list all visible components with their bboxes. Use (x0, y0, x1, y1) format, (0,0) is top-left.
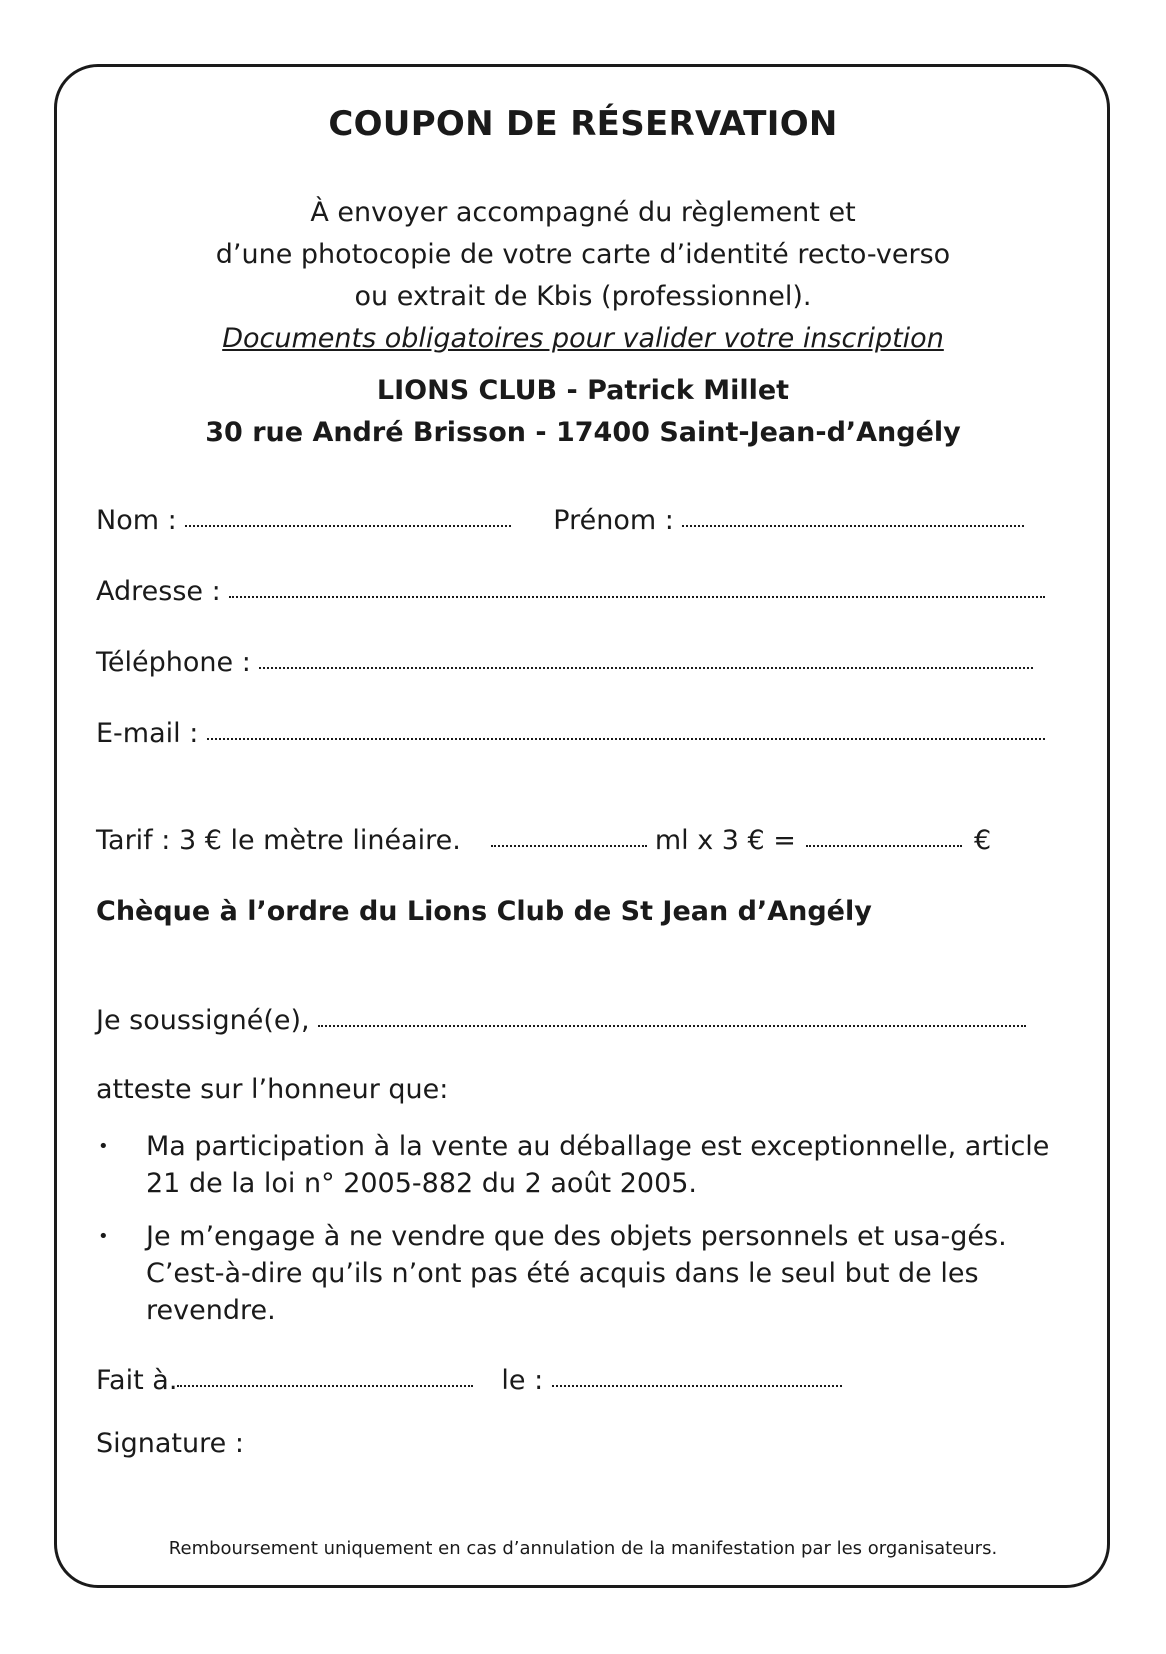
address-row (96, 567, 1060, 607)
date-label: le : (501, 1365, 552, 1396)
email-field[interactable] (207, 738, 1045, 740)
telephone-label: Téléphone : (96, 647, 260, 678)
page-title: COUPON DE RÉSERVATION (328, 104, 838, 144)
instructions-line-3: ou extrait de Kbis (professionnel). (354, 281, 812, 312)
fait-label: Fait à. (96, 1365, 178, 1396)
telephone-field[interactable] (259, 667, 1033, 669)
email-label: E-mail : (96, 718, 207, 749)
instructions-line-1: À envoyer accompagné du règlement et (310, 197, 856, 228)
attestation-list (96, 1128, 1076, 1345)
instructions-line-2: d’une photocopie de votre carte d’identité recto-verso (215, 239, 951, 270)
attestation-text: Je m’engage à ne vendre que des objets personnels et usa-gés. C’est-à-dire qu’ils n’ont pas été acquis dans le seul but de les revendre. (146, 1221, 1007, 1326)
prenom-label: Prénom : (553, 505, 683, 536)
attestation-text: Ma participation à la vente au déballage est exceptionnelle, article 21 de la loi n° 2005-882 du 2 août 2005. (146, 1131, 1050, 1199)
adresse-label: Adresse : (96, 576, 230, 607)
instructions (0, 192, 1166, 360)
attestation-item (96, 1128, 1076, 1202)
metres-field[interactable] (491, 845, 647, 847)
attestation-intro: atteste sur l’honneur que: (96, 1074, 449, 1105)
total-field[interactable] (806, 845, 962, 847)
name-row (96, 496, 1060, 536)
euro-symbol: € (973, 825, 992, 856)
tarif-row (96, 816, 1060, 856)
soussigne-label: Je soussigné(e), (96, 1005, 319, 1036)
mailing-address (0, 370, 1166, 454)
tarif-label: Tarif : 3 € le mètre linéaire. (96, 825, 461, 856)
signature-label: Signature : (96, 1428, 244, 1459)
nom-field[interactable] (185, 525, 511, 527)
adresse-field[interactable] (229, 596, 1045, 598)
mandatory-documents-note: Documents obligatoires pour valider votre inscription (222, 323, 944, 354)
fait-field[interactable] (177, 1385, 473, 1387)
nom-label: Nom : (96, 505, 186, 536)
prenom-field[interactable] (682, 525, 1024, 527)
phone-row (96, 638, 1060, 678)
bullet-glyph: • (98, 1136, 109, 1157)
soussigne-field[interactable] (318, 1025, 1026, 1027)
date-field[interactable] (552, 1385, 842, 1387)
address-recipient: LIONS CLUB - Patrick Millet (376, 375, 790, 406)
ml-multiplier-label: ml x 3 € = (654, 825, 796, 856)
attestation-item (96, 1218, 1076, 1329)
email-row (96, 709, 1060, 749)
cheque-instruction: Chèque à l’ordre du Lions Club de St Jean d’Angély (96, 896, 872, 927)
place-date-row (96, 1356, 1060, 1396)
undersigned-row (96, 996, 1060, 1036)
address-street: 30 rue André Brisson - 17400 Saint-Jean-d’Angély (205, 417, 961, 448)
refund-note: Remboursement uniquement en cas d’annulation de la manifestation par les organisateurs. (168, 1538, 998, 1559)
bullet-glyph: • (98, 1226, 109, 1247)
